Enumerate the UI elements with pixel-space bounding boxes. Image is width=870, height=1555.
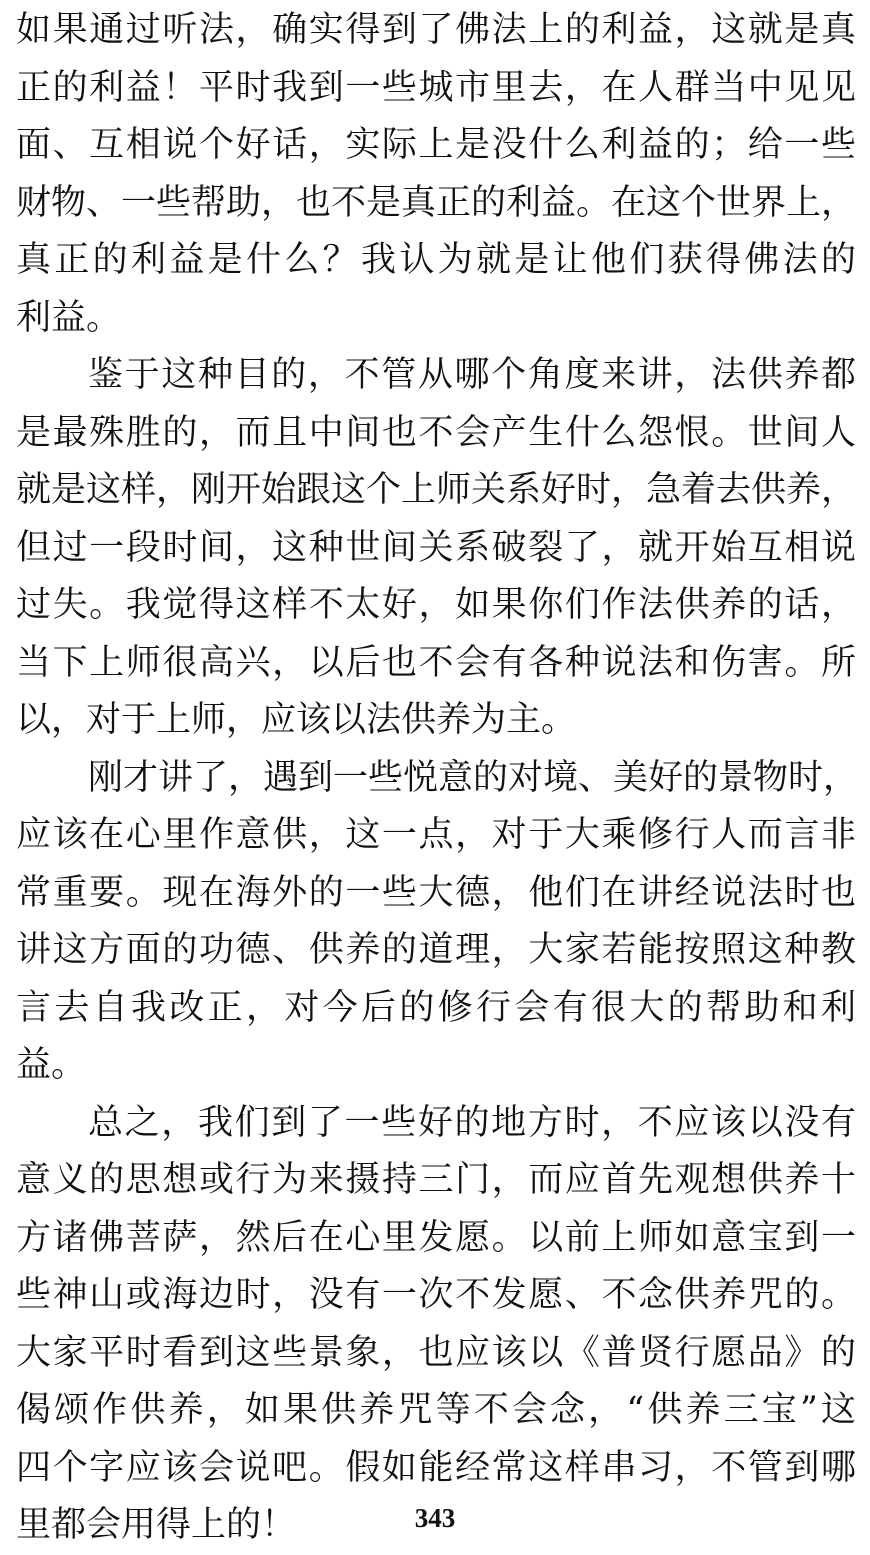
- paragraph: [16, 2, 856, 347]
- text-line: 过失。我觉得这样不太好，如果你们作法供养的话，: [16, 585, 856, 625]
- text-line: 四个字应该会说吧。假如能经常这样串习，不管到哪: [16, 1447, 856, 1488]
- text-line: 应该在心里作意供，这一点，对于大乘修行人而言非: [16, 815, 856, 855]
- paragraph: [16, 750, 859, 1095]
- text-line: 是最殊胜的，而且中间也不会产生什么怨恨。世间人: [16, 412, 856, 453]
- text-line: 真正的利益是什么？我认为就是让他们获得佛法的: [16, 240, 856, 280]
- text-line: 里都会用得上的！: [16, 1505, 297, 1545]
- text-line: 刚才讲了，遇到一些悦意的对境、美好的景物时，: [88, 757, 859, 798]
- body-text: [16, 2, 859, 1555]
- text-line: 财物、一些帮助，也不是真正的利益。在这个世界上，: [16, 182, 857, 223]
- text-line: 总之，我们到了一些好的地方时，不应该以没有: [88, 1102, 856, 1143]
- text-line: 当下上师很高兴，以后也不会有各种说法和伤害。所: [16, 642, 856, 683]
- text-line: 大家平时看到这些景象，也应该以《普贤行愿品》的: [16, 1332, 856, 1373]
- text-line: 讲这方面的功德、供养的道理，大家若能按照这种教: [16, 930, 856, 970]
- text-line: 常重要。现在海外的一些大德，他们在讲经说法时也: [16, 872, 856, 913]
- text-line: 偈颂作供养，如果供养咒等不会念，“供养三宝”这: [16, 1390, 856, 1430]
- text-line: 方诸佛菩萨，然后在心里发愿。以前上师如意宝到一: [16, 1217, 856, 1258]
- text-line: 以，对于上师，应该以法供养为主。: [16, 700, 577, 740]
- text-line: 就是这样，刚开始跟这个上师关系好时，急着去供养，: [16, 470, 857, 510]
- text-line: 鉴于这种目的，不管从哪个角度来讲，法供养都: [88, 355, 856, 395]
- text-line: 言去自我改正，对今后的修行会有很大的帮助和利: [16, 987, 856, 1028]
- text-line: 意义的思想或行为来摄持三门，而应首先观想供养十: [16, 1160, 856, 1200]
- text-line: 面、互相说个好话，实际上是没什么利益的；给一些: [16, 125, 856, 165]
- text-line: 益。: [16, 1045, 87, 1085]
- text-line: 些神山或海边时，没有一次不发愿、不念供养咒的。: [16, 1275, 856, 1315]
- text-line: 正的利益！平时我到一些城市里去，在人群当中见见: [16, 67, 856, 108]
- text-line: 如果通过听法，确实得到了佛法上的利益，这就是真: [16, 10, 856, 50]
- paragraph: [16, 1095, 856, 1555]
- text-line: 利益。: [16, 297, 122, 338]
- page-number: 343: [414, 1503, 456, 1533]
- text-line: 但过一段时间，这种世间关系破裂了，就开始互相说: [16, 527, 856, 568]
- paragraph: [16, 347, 856, 750]
